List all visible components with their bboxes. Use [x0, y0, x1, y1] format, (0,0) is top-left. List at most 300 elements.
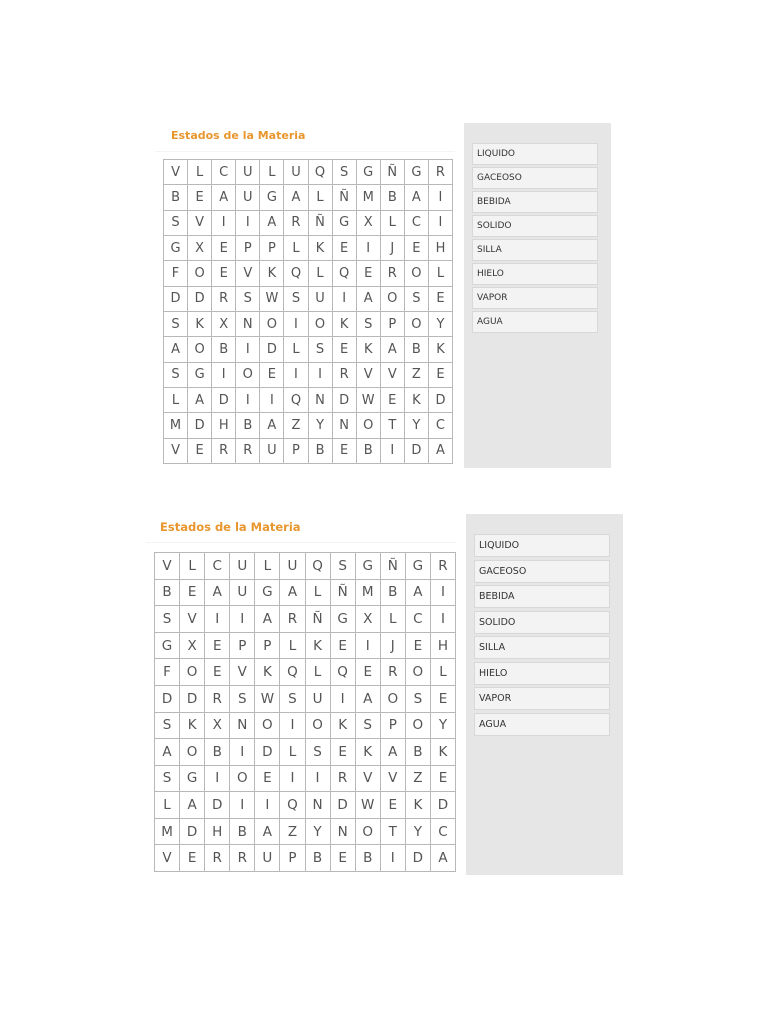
grid-cell[interactable]: L — [284, 337, 308, 362]
grid-cell[interactable]: O — [230, 766, 255, 793]
grid-cell[interactable]: R — [205, 686, 230, 713]
grid-cell[interactable]: U — [280, 553, 305, 580]
grid-cell[interactable]: V — [356, 766, 381, 793]
grid-cell[interactable]: W — [356, 792, 381, 819]
grid-cell[interactable]: I — [255, 792, 280, 819]
grid-cell[interactable]: G — [260, 185, 284, 210]
grid-cell[interactable]: L — [280, 633, 305, 660]
grid-cell[interactable]: X — [212, 312, 236, 337]
grid-cell[interactable]: I — [356, 633, 381, 660]
grid-cell[interactable]: A — [205, 580, 230, 607]
grid-cell[interactable]: I — [280, 766, 305, 793]
grid-cell[interactable]: B — [357, 439, 381, 464]
grid-cell[interactable]: B — [405, 337, 429, 362]
grid-cell[interactable]: A — [284, 185, 308, 210]
grid-cell[interactable]: S — [155, 606, 180, 633]
grid-cell[interactable]: Z — [284, 413, 308, 438]
grid-cell[interactable]: L — [309, 261, 333, 286]
grid-cell[interactable]: I — [306, 766, 331, 793]
grid-cell[interactable]: O — [405, 261, 429, 286]
grid-cell[interactable]: I — [212, 363, 236, 388]
grid-cell[interactable]: C — [205, 553, 230, 580]
grid-cell[interactable]: K — [188, 312, 212, 337]
grid-cell[interactable]: K — [260, 261, 284, 286]
grid-cell[interactable]: O — [309, 312, 333, 337]
grid-cell[interactable]: O — [405, 312, 429, 337]
grid-cell[interactable]: A — [381, 739, 406, 766]
grid-cell[interactable]: E — [381, 388, 405, 413]
grid-cell[interactable]: B — [236, 413, 260, 438]
grid-cell[interactable]: A — [155, 739, 180, 766]
grid-cell[interactable]: S — [236, 287, 260, 312]
grid-cell[interactable]: U — [284, 160, 308, 185]
grid-cell[interactable]: V — [381, 363, 405, 388]
grid-cell[interactable]: Ñ — [331, 580, 356, 607]
grid-cell[interactable]: V — [164, 160, 188, 185]
grid-cell[interactable]: A — [357, 287, 381, 312]
grid-cell[interactable]: E — [212, 261, 236, 286]
grid-cell[interactable]: N — [309, 388, 333, 413]
grid-cell[interactable]: R — [284, 211, 308, 236]
grid-cell[interactable]: S — [306, 739, 331, 766]
grid-cell[interactable]: U — [230, 553, 255, 580]
grid-cell[interactable]: G — [255, 580, 280, 607]
grid-cell[interactable]: S — [280, 686, 305, 713]
grid-cell[interactable]: Q — [331, 659, 356, 686]
grid-cell[interactable]: I — [333, 287, 357, 312]
grid-cell[interactable]: J — [381, 236, 405, 261]
grid-cell[interactable]: O — [255, 713, 280, 740]
grid-cell[interactable]: S — [230, 686, 255, 713]
grid-cell[interactable]: I — [230, 739, 255, 766]
grid-cell[interactable]: U — [236, 160, 260, 185]
grid-cell[interactable]: R — [431, 553, 456, 580]
grid-cell[interactable]: K — [356, 739, 381, 766]
word-list-item: AGUA — [474, 713, 610, 736]
grid-cell[interactable]: T — [381, 413, 405, 438]
grid-cell[interactable]: E — [406, 633, 431, 660]
grid-cell[interactable]: F — [164, 261, 188, 286]
grid-cell[interactable]: V — [155, 553, 180, 580]
grid-cell[interactable]: S — [333, 160, 357, 185]
grid-cell[interactable]: P — [260, 236, 284, 261]
grid-cell[interactable]: V — [188, 211, 212, 236]
grid-cell[interactable]: S — [406, 686, 431, 713]
grid-cell[interactable]: B — [155, 580, 180, 607]
grid-cell[interactable]: I — [357, 236, 381, 261]
grid-cell[interactable]: G — [405, 160, 429, 185]
grid-cell[interactable]: D — [431, 792, 456, 819]
grid-cell[interactable]: V — [180, 606, 205, 633]
grid-cell[interactable]: L — [381, 606, 406, 633]
grid-cell[interactable]: D — [331, 792, 356, 819]
grid-cell[interactable]: I — [236, 388, 260, 413]
grid-cell[interactable]: E — [255, 766, 280, 793]
grid-cell[interactable]: Ñ — [333, 185, 357, 210]
grid-cell[interactable]: D — [205, 792, 230, 819]
grid-cell[interactable]: Y — [405, 413, 429, 438]
grid-cell[interactable]: O — [406, 713, 431, 740]
grid-cell[interactable]: I — [431, 606, 456, 633]
grid-cell[interactable]: B — [306, 845, 331, 872]
grid-cell[interactable]: Ñ — [309, 211, 333, 236]
grid-cell[interactable]: E — [381, 792, 406, 819]
grid-cell[interactable]: O — [381, 287, 405, 312]
grid-cell[interactable]: S — [331, 553, 356, 580]
grid-cell[interactable]: Q — [284, 261, 308, 286]
grid-cell[interactable]: B — [406, 739, 431, 766]
grid-cell[interactable]: A — [381, 337, 405, 362]
word-list-item: SILLA — [474, 636, 610, 659]
grid-cell[interactable]: V — [230, 659, 255, 686]
grid-cell[interactable]: E — [333, 337, 357, 362]
grid-cell[interactable]: O — [260, 312, 284, 337]
grid-cell[interactable]: A — [429, 439, 453, 464]
grid-cell[interactable]: A — [431, 845, 456, 872]
grid-cell[interactable]: H — [212, 413, 236, 438]
grid-cell[interactable]: A — [180, 792, 205, 819]
grid-cell[interactable]: G — [333, 211, 357, 236]
grid-cell[interactable]: J — [381, 633, 406, 660]
grid-cell[interactable]: B — [309, 439, 333, 464]
grid-cell[interactable]: A — [280, 580, 305, 607]
grid-cell[interactable]: D — [429, 388, 453, 413]
grid-cell[interactable]: I — [331, 686, 356, 713]
word-list-item: GACEOSO — [474, 560, 610, 583]
grid-cell[interactable]: R — [236, 439, 260, 464]
grid-cell[interactable]: W — [260, 287, 284, 312]
grid-cell[interactable]: O — [236, 363, 260, 388]
grid-cell[interactable]: Q — [284, 388, 308, 413]
grid-cell[interactable]: Z — [280, 819, 305, 846]
grid-cell[interactable]: V — [155, 845, 180, 872]
grid-cell[interactable]: T — [381, 819, 406, 846]
grid-cell[interactable]: P — [381, 312, 405, 337]
grid-cell[interactable]: G — [188, 363, 212, 388]
grid-cell[interactable]: G — [331, 606, 356, 633]
grid-cell[interactable]: L — [284, 236, 308, 261]
grid-cell[interactable]: U — [309, 287, 333, 312]
grid-cell[interactable]: R — [230, 845, 255, 872]
grid-cell[interactable]: S — [309, 337, 333, 362]
grid-cell[interactable]: F — [155, 659, 180, 686]
grid-cell[interactable]: G — [180, 766, 205, 793]
grid-cell[interactable]: D — [188, 413, 212, 438]
grid-cell[interactable]: C — [405, 211, 429, 236]
word-list — [472, 143, 598, 335]
grid-cell[interactable]: Y — [309, 413, 333, 438]
grid-cell[interactable]: P — [255, 633, 280, 660]
grid-cell[interactable]: D — [406, 845, 431, 872]
grid-cell[interactable]: X — [205, 713, 230, 740]
grid-cell[interactable]: Y — [406, 819, 431, 846]
grid-cell[interactable]: O — [406, 659, 431, 686]
grid-cell[interactable]: S — [164, 211, 188, 236]
grid-cell[interactable]: Q — [333, 261, 357, 286]
grid-cell[interactable]: K — [331, 713, 356, 740]
grid-cell[interactable]: B — [212, 337, 236, 362]
grid-cell[interactable]: E — [357, 261, 381, 286]
grid-cell[interactable]: I — [236, 211, 260, 236]
grid-cell[interactable]: Y — [429, 312, 453, 337]
grid-cell[interactable]: E — [205, 633, 230, 660]
grid-cell[interactable]: M — [356, 580, 381, 607]
grid-cell[interactable]: I — [381, 439, 405, 464]
grid-cell[interactable]: S — [155, 766, 180, 793]
grid-cell[interactable]: N — [331, 819, 356, 846]
grid-cell[interactable]: W — [357, 388, 381, 413]
grid-cell[interactable]: Q — [309, 160, 333, 185]
grid-cell[interactable]: R — [429, 160, 453, 185]
grid-cell[interactable]: X — [356, 606, 381, 633]
grid-cell[interactable]: G — [164, 236, 188, 261]
grid-cell[interactable]: M — [164, 413, 188, 438]
grid-cell[interactable]: L — [280, 739, 305, 766]
grid-cell[interactable]: K — [429, 337, 453, 362]
grid-cell[interactable]: N — [306, 792, 331, 819]
grid-cell[interactable]: O — [357, 413, 381, 438]
grid-cell[interactable]: L — [155, 792, 180, 819]
grid-cell[interactable]: V — [236, 261, 260, 286]
grid-cell[interactable]: L — [431, 659, 456, 686]
grid-cell[interactable]: A — [188, 388, 212, 413]
grid-cell[interactable]: A — [255, 819, 280, 846]
word-list-item: LIQUIDO — [472, 143, 598, 165]
grid-cell[interactable]: D — [212, 388, 236, 413]
grid-cell[interactable]: D — [333, 388, 357, 413]
grid-cell[interactable]: Ñ — [381, 553, 406, 580]
grid-cell[interactable]: R — [212, 439, 236, 464]
grid-cell[interactable]: I — [230, 606, 255, 633]
grid-cell[interactable]: X — [357, 211, 381, 236]
grid-cell[interactable]: P — [381, 713, 406, 740]
grid-cell[interactable]: H — [205, 819, 230, 846]
word-list-item: VAPOR — [474, 687, 610, 710]
grid-cell[interactable]: P — [230, 633, 255, 660]
grid-cell[interactable]: Z — [405, 363, 429, 388]
grid-cell[interactable]: S — [356, 713, 381, 740]
grid-cell[interactable]: P — [280, 845, 305, 872]
grid-cell[interactable]: D — [405, 439, 429, 464]
grid-cell[interactable]: O — [188, 337, 212, 362]
grid-cell[interactable]: I — [236, 337, 260, 362]
grid-cell[interactable]: E — [429, 287, 453, 312]
grid-cell[interactable]: B — [381, 580, 406, 607]
grid-cell[interactable]: D — [180, 686, 205, 713]
grid-cell[interactable]: I — [284, 312, 308, 337]
grid-cell[interactable]: X — [188, 236, 212, 261]
grid-cell[interactable]: C — [429, 413, 453, 438]
grid-cell[interactable]: H — [431, 633, 456, 660]
grid-cell[interactable]: Ñ — [381, 160, 405, 185]
grid-cell[interactable]: Q — [280, 659, 305, 686]
grid-cell[interactable]: Q — [280, 792, 305, 819]
grid-cell[interactable]: E — [405, 236, 429, 261]
grid-cell[interactable]: I — [205, 766, 230, 793]
grid-cell[interactable]: A — [356, 686, 381, 713]
grid-cell[interactable]: E — [260, 363, 284, 388]
grid-cell[interactable]: I — [212, 211, 236, 236]
grid-cell[interactable]: S — [284, 287, 308, 312]
grid-cell[interactable]: R — [212, 287, 236, 312]
grid-cell[interactable]: A — [255, 606, 280, 633]
grid-cell[interactable]: E — [188, 185, 212, 210]
grid-cell[interactable]: H — [429, 236, 453, 261]
grid-cell[interactable]: E — [331, 739, 356, 766]
grid-cell[interactable]: K — [431, 739, 456, 766]
grid-cell[interactable]: V — [357, 363, 381, 388]
grid-cell[interactable]: L — [306, 659, 331, 686]
grid-cell[interactable]: R — [331, 766, 356, 793]
grid-cell[interactable]: L — [255, 553, 280, 580]
grid-cell[interactable]: U — [255, 845, 280, 872]
grid-cell[interactable]: K — [406, 792, 431, 819]
word-list-item: BEBIDA — [474, 585, 610, 608]
grid-cell[interactable]: P — [236, 236, 260, 261]
grid-cell[interactable]: U — [260, 439, 284, 464]
grid-cell[interactable]: I — [230, 792, 255, 819]
grid-cell[interactable]: N — [333, 413, 357, 438]
grid-cell[interactable]: L — [429, 261, 453, 286]
grid-cell[interactable]: L — [164, 388, 188, 413]
grid-cell[interactable]: S — [155, 713, 180, 740]
grid-cell[interactable]: Z — [406, 766, 431, 793]
grid-cell[interactable]: I — [429, 211, 453, 236]
title-divider — [155, 151, 455, 152]
grid-cell[interactable]: E — [180, 580, 205, 607]
grid-cell[interactable]: A — [260, 211, 284, 236]
grid-cell[interactable]: M — [155, 819, 180, 846]
grid-cell[interactable]: S — [164, 312, 188, 337]
grid-cell[interactable]: I — [309, 363, 333, 388]
grid-cell[interactable]: S — [357, 312, 381, 337]
word-list-item: HIELO — [472, 263, 598, 285]
grid-cell[interactable]: V — [164, 439, 188, 464]
grid-cell[interactable]: D — [255, 739, 280, 766]
title-divider — [146, 542, 456, 543]
grid-cell[interactable]: D — [180, 819, 205, 846]
grid-cell[interactable]: W — [255, 686, 280, 713]
grid-cell[interactable]: U — [306, 686, 331, 713]
grid-cell[interactable]: Y — [306, 819, 331, 846]
grid-cell[interactable]: D — [155, 686, 180, 713]
grid-cell[interactable]: O — [356, 819, 381, 846]
grid-cell[interactable]: K — [309, 236, 333, 261]
grid-cell[interactable]: L — [309, 185, 333, 210]
grid-cell[interactable]: Y — [431, 713, 456, 740]
grid-cell[interactable]: E — [188, 439, 212, 464]
grid-cell[interactable]: X — [180, 633, 205, 660]
grid-cell[interactable]: K — [180, 713, 205, 740]
grid-cell[interactable]: A — [260, 413, 284, 438]
grid-cell[interactable]: O — [180, 659, 205, 686]
grid-cell[interactable]: V — [381, 766, 406, 793]
grid-cell[interactable]: L — [306, 580, 331, 607]
grid-cell[interactable]: D — [188, 287, 212, 312]
grid-cell[interactable]: L — [260, 160, 284, 185]
grid-cell[interactable]: R — [381, 659, 406, 686]
grid-cell[interactable]: G — [356, 553, 381, 580]
grid-cell[interactable]: G — [406, 553, 431, 580]
grid-cell[interactable]: K — [357, 337, 381, 362]
grid-cell[interactable]: E — [429, 363, 453, 388]
grid-cell[interactable]: E — [356, 659, 381, 686]
grid-cell[interactable]: I — [260, 388, 284, 413]
grid-cell[interactable]: A — [212, 185, 236, 210]
grid-cell[interactable]: E — [431, 686, 456, 713]
grid-cell[interactable]: O — [306, 713, 331, 740]
grid-cell[interactable]: S — [164, 363, 188, 388]
grid-cell[interactable]: M — [357, 185, 381, 210]
grid-cell[interactable]: K — [306, 633, 331, 660]
grid-cell[interactable]: E — [212, 236, 236, 261]
grid-cell[interactable]: L — [381, 211, 405, 236]
grid-cell[interactable]: C — [212, 160, 236, 185]
grid-cell[interactable]: R — [280, 606, 305, 633]
grid-cell[interactable]: O — [381, 686, 406, 713]
grid-cell[interactable]: D — [164, 287, 188, 312]
grid-cell[interactable]: L — [180, 553, 205, 580]
grid-cell[interactable]: B — [205, 739, 230, 766]
grid-cell[interactable]: N — [230, 713, 255, 740]
grid-cell[interactable]: E — [331, 633, 356, 660]
grid-cell[interactable]: U — [230, 580, 255, 607]
grid-cell[interactable]: O — [180, 739, 205, 766]
grid-cell[interactable]: C — [406, 606, 431, 633]
grid-cell[interactable]: C — [431, 819, 456, 846]
grid-cell[interactable]: R — [381, 261, 405, 286]
grid-cell[interactable]: R — [205, 845, 230, 872]
grid-cell[interactable]: S — [405, 287, 429, 312]
grid-cell[interactable]: A — [405, 185, 429, 210]
grid-cell[interactable]: B — [381, 185, 405, 210]
grid-cell[interactable]: L — [188, 160, 212, 185]
grid-cell[interactable]: A — [406, 580, 431, 607]
grid-cell[interactable]: E — [180, 845, 205, 872]
grid-cell[interactable]: N — [236, 312, 260, 337]
grid-cell[interactable]: I — [431, 580, 456, 607]
grid-cell[interactable]: I — [205, 606, 230, 633]
grid-cell[interactable]: E — [331, 845, 356, 872]
grid-cell[interactable]: E — [205, 659, 230, 686]
grid-cell[interactable]: D — [260, 337, 284, 362]
grid-cell[interactable]: G — [357, 160, 381, 185]
grid-cell[interactable]: I — [284, 363, 308, 388]
grid-cell[interactable]: I — [280, 713, 305, 740]
grid-cell[interactable]: K — [333, 312, 357, 337]
letter-grid — [154, 552, 456, 872]
grid-cell[interactable]: O — [188, 261, 212, 286]
grid-cell[interactable]: E — [333, 236, 357, 261]
grid-cell[interactable]: Ñ — [306, 606, 331, 633]
grid-cell[interactable]: G — [155, 633, 180, 660]
grid-cell[interactable]: K — [405, 388, 429, 413]
grid-cell[interactable]: U — [236, 185, 260, 210]
grid-cell[interactable]: R — [333, 363, 357, 388]
grid-cell[interactable]: K — [255, 659, 280, 686]
grid-cell[interactable]: I — [381, 845, 406, 872]
grid-cell[interactable]: E — [431, 766, 456, 793]
grid-cell[interactable]: Q — [306, 553, 331, 580]
grid-cell[interactable]: E — [333, 439, 357, 464]
grid-cell[interactable]: B — [356, 845, 381, 872]
grid-cell[interactable]: B — [230, 819, 255, 846]
grid-cell[interactable]: A — [164, 337, 188, 362]
word-list-item: GACEOSO — [472, 167, 598, 189]
grid-cell[interactable]: I — [429, 185, 453, 210]
grid-cell[interactable]: B — [164, 185, 188, 210]
grid-cell[interactable]: P — [284, 439, 308, 464]
